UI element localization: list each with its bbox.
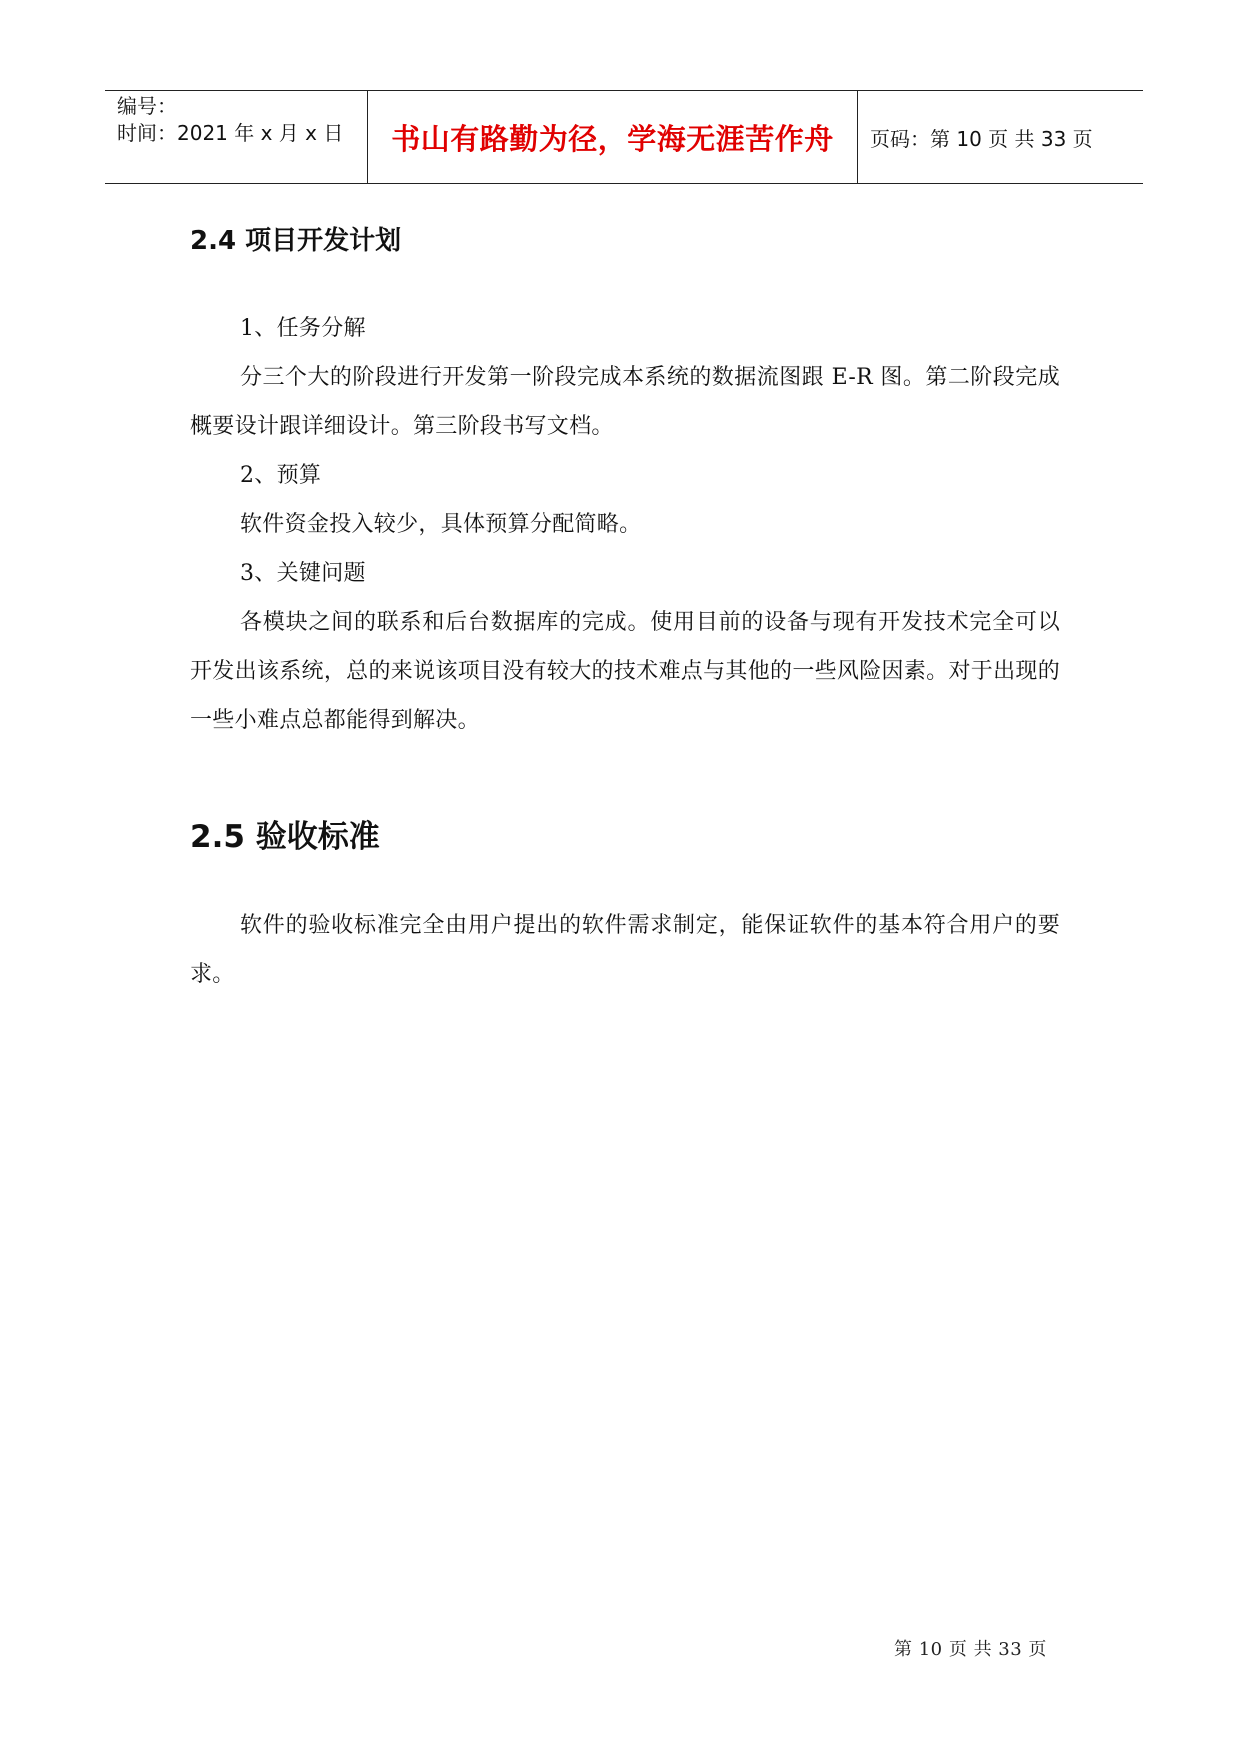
paragraph-budget-body: 软件资金投入较少，具体预算分配简略。: [240, 512, 642, 537]
header-motto: 书山有路勤为径，学海无涯苦作舟: [368, 91, 858, 183]
section-title-2-5: 2.5 验收标准: [190, 819, 380, 855]
page-footer: 第 10 页 共 33 页: [894, 1639, 1047, 1660]
paragraph-acceptance-body: 软件的验收标准完全由用户提出的软件需求制定，能保证软件的基本符合用户的要求。: [190, 913, 1060, 987]
paragraph-key-issues-heading: 3、关键问题: [240, 561, 366, 586]
header-number-label: 编号：: [117, 94, 177, 118]
paragraph-task-heading: 1、任务分解: [240, 316, 366, 341]
section-title-2-4: 2.4 项目开发计划: [190, 226, 402, 256]
header-meta: [105, 91, 368, 183]
document-body: [190, 220, 1060, 999]
page-header: [105, 90, 1143, 184]
paragraph-task-body: 分三个大的阶段进行开发第一阶段完成本系统的数据流图跟 E-R 图。第二阶段完成概要设计跟详细设计。第三阶段书写文档。: [190, 365, 1060, 439]
paragraph-key-issues-body: 各模块之间的联系和后台数据库的完成。使用目前的设备与现有开发技术完全可以开发出该系统，总的来说该项目没有较大的技术难点与其他的一些风险因素。对于出现的一些小难点总都能得到解决。: [190, 610, 1060, 733]
header-time-label: 时间：2021 年 x 月 x 日: [117, 121, 344, 145]
paragraph-budget-heading: 2、预算: [240, 463, 322, 488]
header-page-info: 页码：第 10 页 共 33 页: [870, 126, 1093, 151]
